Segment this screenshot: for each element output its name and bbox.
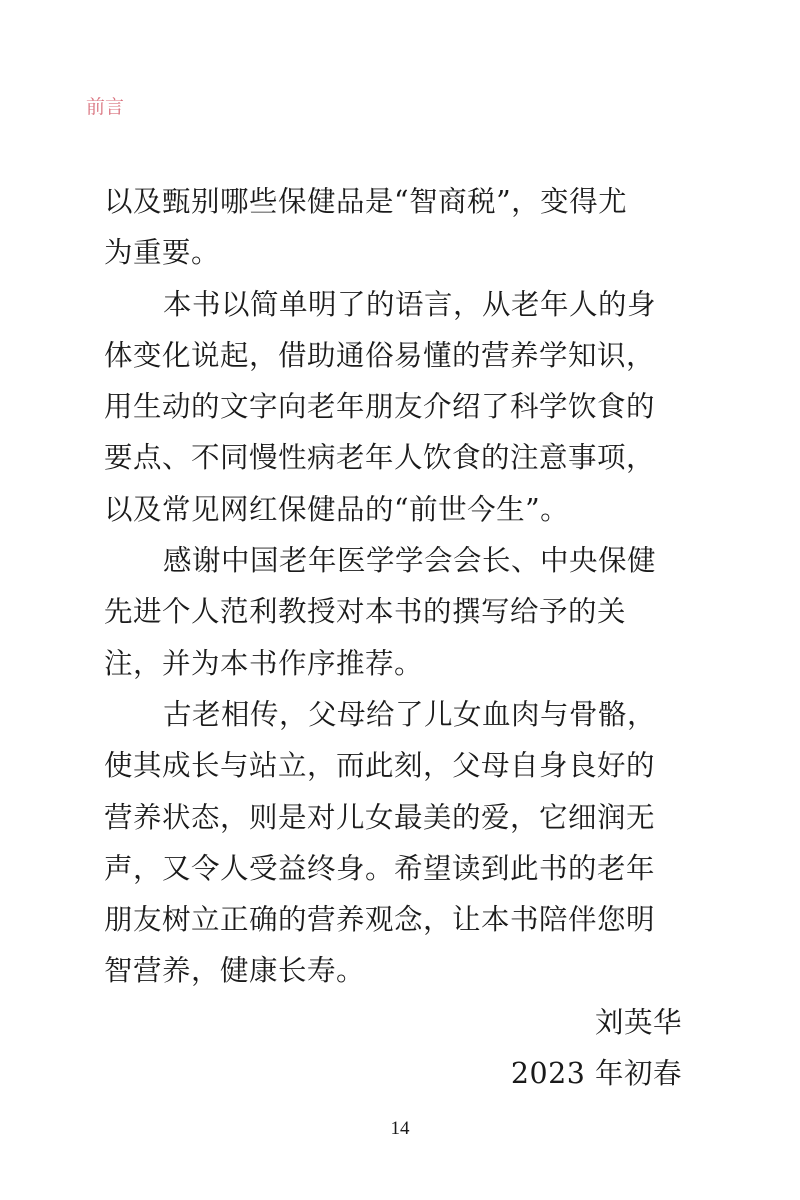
text-line: 体变化说起，借助通俗易懂的营养学知识， (104, 338, 656, 372)
text-line: 以及甄别哪些保健品是“智商税”，变得尤 (104, 185, 628, 218)
text-line: 声，又令人受益终身。希望读到此书的老年 (104, 851, 656, 885)
text-line: 注，并为本书作序推荐。 (104, 646, 424, 680)
text-line: 为重要。 (104, 236, 221, 270)
text-line: 要点、不同慢性病老年人饮食的注意事项， (104, 441, 656, 475)
text-line: 营养状态，则是对儿女最美的爱，它细润无 (104, 800, 656, 834)
paragraph-start-line: 古老相传，父母给了儿女血肉与骨骼， (163, 697, 657, 731)
text-line: 以及常见网红保健品的“前世今生”。 (104, 492, 570, 526)
signature-date: 2023 年初春 (510, 1057, 682, 1091)
text-line: 用生动的文字向老年朋友介绍了科学饮食的 (104, 390, 656, 424)
text-line: 使其成长与站立，而此刻，父母自身良好的 (104, 749, 656, 783)
paragraph-start-line: 感谢中国老年医学学会会长、中央保健 (163, 544, 657, 578)
text-line: 朋友树立正确的营养观念，让本书陪伴您明 (104, 903, 656, 937)
signature-author: 刘英华 (594, 1005, 682, 1039)
page-number: 14 (390, 1118, 410, 1139)
paragraph-start-line: 本书以简单明了的语言，从老年人的身 (163, 287, 657, 321)
section-header: 前言 (86, 96, 125, 118)
text-line: 智营养，健康长寿。 (104, 954, 366, 988)
text-line: 先进个人范利教授对本书的撰写给予的关 (104, 595, 627, 629)
body-text (104, 176, 690, 1099)
